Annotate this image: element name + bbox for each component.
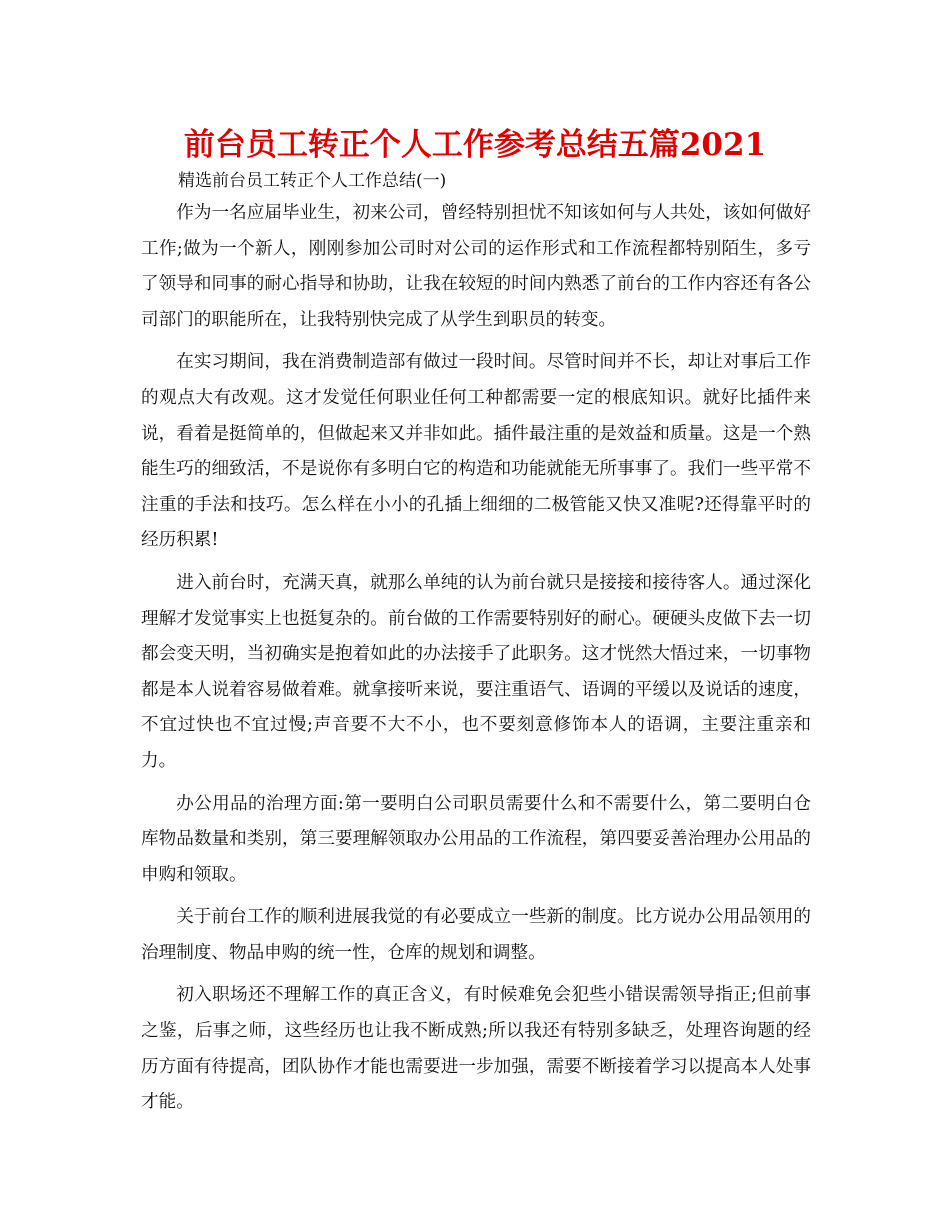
paragraph: 关于前台工作的顺利进展我觉的有必要成立一些新的制度。比方说办公用品领用的治理制度、物品申购的统一性，仓库的规划和调整。 [141,907,811,963]
paragraph: 进入前台时，充满天真，就那么单纯的认为前台就只是接接和接待客人。通过深化理解才发觉事实上也挺复杂的。前台做的工作需要特别好的耐心。硬硬头皮做下去一切都会变天明，当初确实是抱着如此的办法接手了此职务。这才恍然大悟过来，一切事物都是本人说着容易做着难。就拿接听来说，要注重语气、语调的平缓以及说话的速度，不宜过快也不宜过慢;声音要不大不小，也不要刻意修饰本人的语调，主要注重亲和力。 [141,572,811,771]
document-subtitle: 精选前台员工转正个人工作总结(一) [178,171,447,191]
paragraph: 作为一名应届毕业生，初来公司，曾经特别担忧不知该如何与人共处，该如何做好工作;做为一个新人，刚刚参加公司时对公司的运作形式和工作流程都特别陌生，多亏了领导和同事的耐心指导和协助，让我在较短的时间内熟悉了前台的工作内容还有各公司部门的职能所在，让我特别快完成了从学生到职员的转变。 [141,203,811,330]
paragraph: 办公用品的治理方面:第一要明白公司职员需要什么和不需要什么，第二要明白仓库物品数量和类别，第三要理解领取办公用品的工作流程，第四要妥善治理办公用品的申购和领取。 [141,793,811,885]
paragraph: 初入职场还不理解工作的真正含义，有时候难免会犯些小错误需领导指正;但前事之鉴，后事之师，这些经历也让我不断成熟;所以我还有特别多缺乏，处理咨询题的经历方面有待提高，团队协作才能也需要进一步加强，需要不断接着学习以提高本人处事才能。 [141,985,811,1113]
document-body [141,196,811,1128]
document-title: 前台员工转正个人工作参考总结五篇2021 [183,127,767,163]
paragraph: 在实习期间，我在消费制造部有做过一段时间。尽管时间并不长，却让对事后工作的观点大有改观。这才发觉任何职业任何工种都需要一定的根底知识。就好比插件来说，看着是挺简单的，但做起来又并非如此。插件最注重的是效益和质量。这是一个熟能生巧的细致活，不是说你有多明白它的构造和功能就能无所事事了。我们一些平常不注重的手法和技巧。怎么样在小小的孔插上细细的二极管能又快又准呢?还得靠平时的经历积累! [141,352,811,551]
